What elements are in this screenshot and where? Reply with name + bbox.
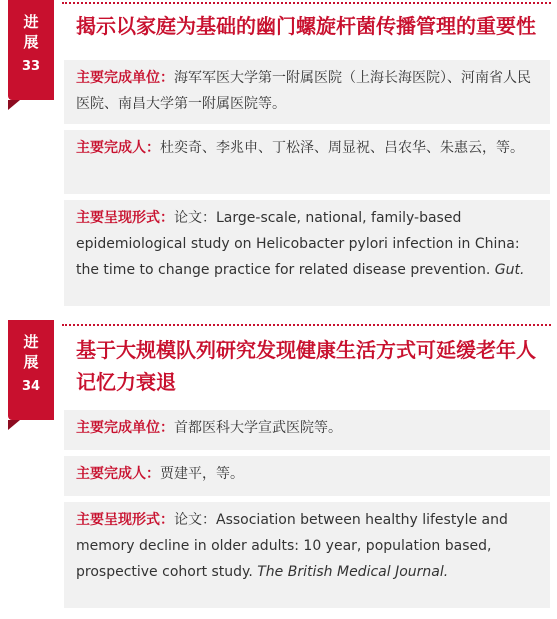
tab-char: 进 <box>23 13 39 31</box>
people-label: 主要完成人： <box>76 140 160 156</box>
journal-name: Gut. <box>494 262 525 278</box>
tab-number: 33 <box>21 59 41 74</box>
entry-title: 揭示以家庭为基础的幽门螺旋杆菌传播管理的重要性 <box>76 14 536 38</box>
form-block <box>64 502 550 608</box>
units-block <box>64 410 550 450</box>
form-label: 主要呈现形式： <box>76 210 174 226</box>
tab-char: 展 <box>23 33 39 51</box>
tab-number: 34 <box>21 379 41 394</box>
form-label: 主要呈现形式： <box>76 512 174 528</box>
dotted-divider <box>62 324 551 326</box>
people-block <box>64 130 550 194</box>
form-value: 论文：Large-scale, national, family-based epidemiological study on Helicobacter pylori infection in China: the time to change practice for related disease prevention. <box>76 210 520 278</box>
units-label: 主要完成单位： <box>76 420 174 436</box>
tab-char: 进 <box>23 333 39 351</box>
units-value: 海军军医大学第一附属医院（上海长海医院）、河南省人民医院、南昌大学第一附属医院等。 <box>76 70 531 112</box>
journal-name: The British Medical Journal. <box>257 564 449 580</box>
form-value: 论文：Association between healthy lifestyle and memory decline in older adults: 10 year, population based, prospective cohort study. <box>76 512 508 580</box>
units-label: 主要完成单位： <box>76 70 174 86</box>
people-value: 贾建平，等。 <box>160 466 244 482</box>
units-block <box>64 60 550 124</box>
dotted-divider <box>62 2 551 4</box>
people-label: 主要完成人： <box>76 466 160 482</box>
people-value: 杜奕奇、李兆申、丁松泽、周显祝、吕农华、朱惠云，等。 <box>160 140 524 156</box>
progress-tab <box>8 320 54 420</box>
people-block <box>64 456 550 496</box>
form-block <box>64 200 550 306</box>
entry-title: 基于大规模队列研究发现健康生活方式可延缓老年人记忆力衰退 <box>76 338 536 394</box>
units-value: 首都医科大学宣武医院等。 <box>174 420 342 436</box>
tab-char: 展 <box>23 353 39 371</box>
progress-tab <box>8 0 54 100</box>
